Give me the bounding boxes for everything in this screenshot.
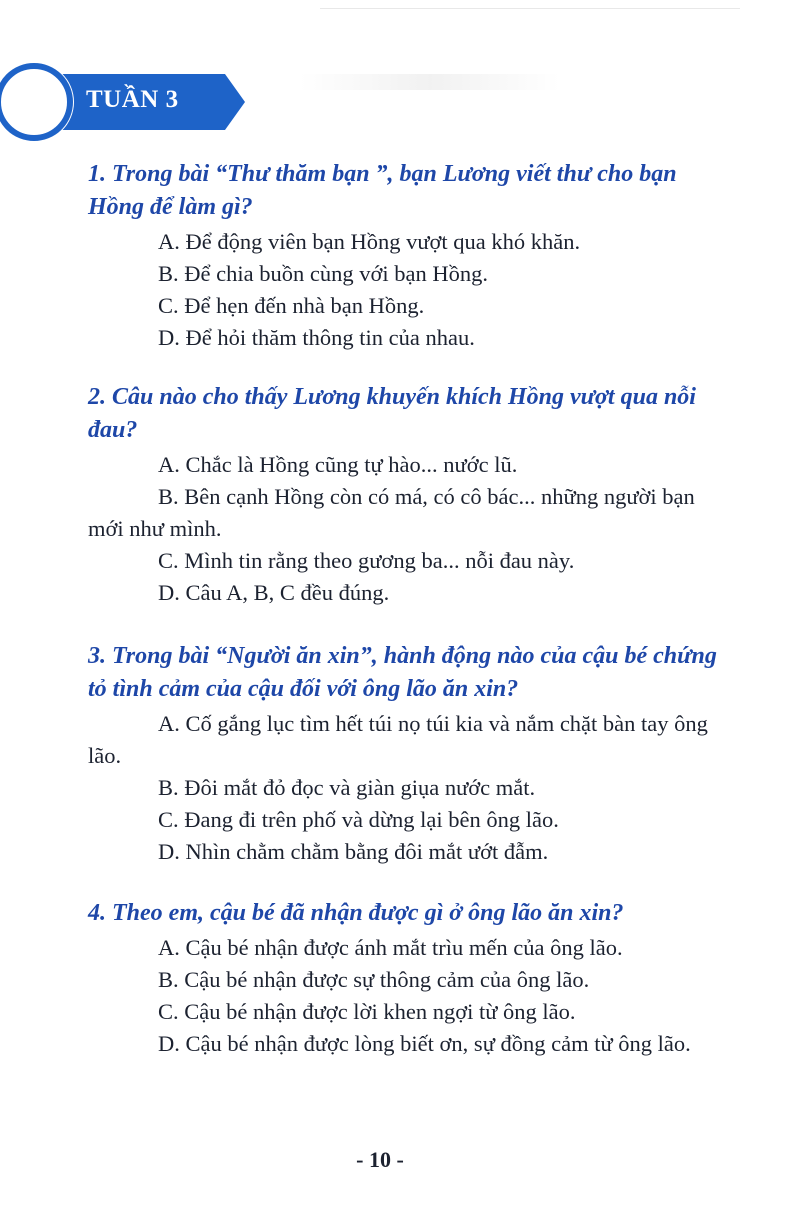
bleed-through-shadow [300, 74, 560, 90]
option-d: D. Câu A, B, C đều đúng. [158, 580, 390, 605]
question-title: 1. Trong bài “Thư thăm bạn ”, bạn Lương viết thư cho bạn Hồng để làm gì? [88, 161, 677, 220]
option-c: C. Cậu bé nhận được lời khen ngợi từ ông lão. [158, 999, 576, 1024]
option-d: D. Để hỏi thăm thông tin của nhau. [158, 325, 475, 350]
question-title: 3. Trong bài “Người ăn xin”, hành động nào của cậu bé chứng tỏ tình cảm của cậu đối với ông lão ăn xin? [88, 643, 717, 702]
question-4 [88, 897, 728, 1060]
option-a: A. Cố gắng lục tìm hết túi nọ túi kia và nắm chặt bàn tay ông lão. [88, 711, 708, 768]
option-b: B. Cậu bé nhận được sự thông cảm của ông lão. [158, 967, 590, 992]
option-d: D. Nhìn chằm chằm bằng đôi mắt ướt đẫm. [158, 839, 549, 864]
top-rule [320, 8, 740, 9]
question-title: 4. Theo em, cậu bé đã nhận được gì ở ông lão ăn xin? [88, 900, 624, 926]
question-title: 2. Câu nào cho thấy Lương khuyến khích Hồng vượt qua nỗi đau? [88, 384, 696, 443]
option-b: B. Để chia buồn cùng với bạn Hồng. [158, 261, 488, 286]
option-c: C. Để hẹn đến nhà bạn Hồng. [158, 293, 425, 318]
question-1 [88, 158, 728, 354]
option-c: C. Mình tin rằng theo gương ba... nỗi đau này. [158, 548, 575, 573]
option-a: A. Chắc là Hồng cũng tự hào... nước lũ. [158, 452, 518, 477]
option-b: B. Bên cạnh Hồng còn có má, có cô bác... những người bạn mới như mình. [88, 484, 695, 541]
option-b: B. Đôi mắt đỏ đọc và giàn giụa nước mắt. [158, 775, 536, 800]
option-c: C. Đang đi trên phố và dừng lại bên ông lão. [158, 807, 559, 832]
week-label: TUẦN 3 [86, 86, 179, 113]
option-d: D. Cậu bé nhận được lòng biết ơn, sự đồng cảm từ ông lão. [158, 1031, 691, 1056]
week-header-badge [0, 60, 260, 152]
option-a: A. Để động viên bạn Hồng vượt qua khó khăn. [158, 229, 581, 254]
question-2 [88, 381, 728, 609]
page-number: - 10 - [356, 1147, 404, 1172]
question-3 [88, 640, 728, 868]
option-a: A. Cậu bé nhận được ánh mắt trìu mến của ông lão. [158, 935, 623, 960]
